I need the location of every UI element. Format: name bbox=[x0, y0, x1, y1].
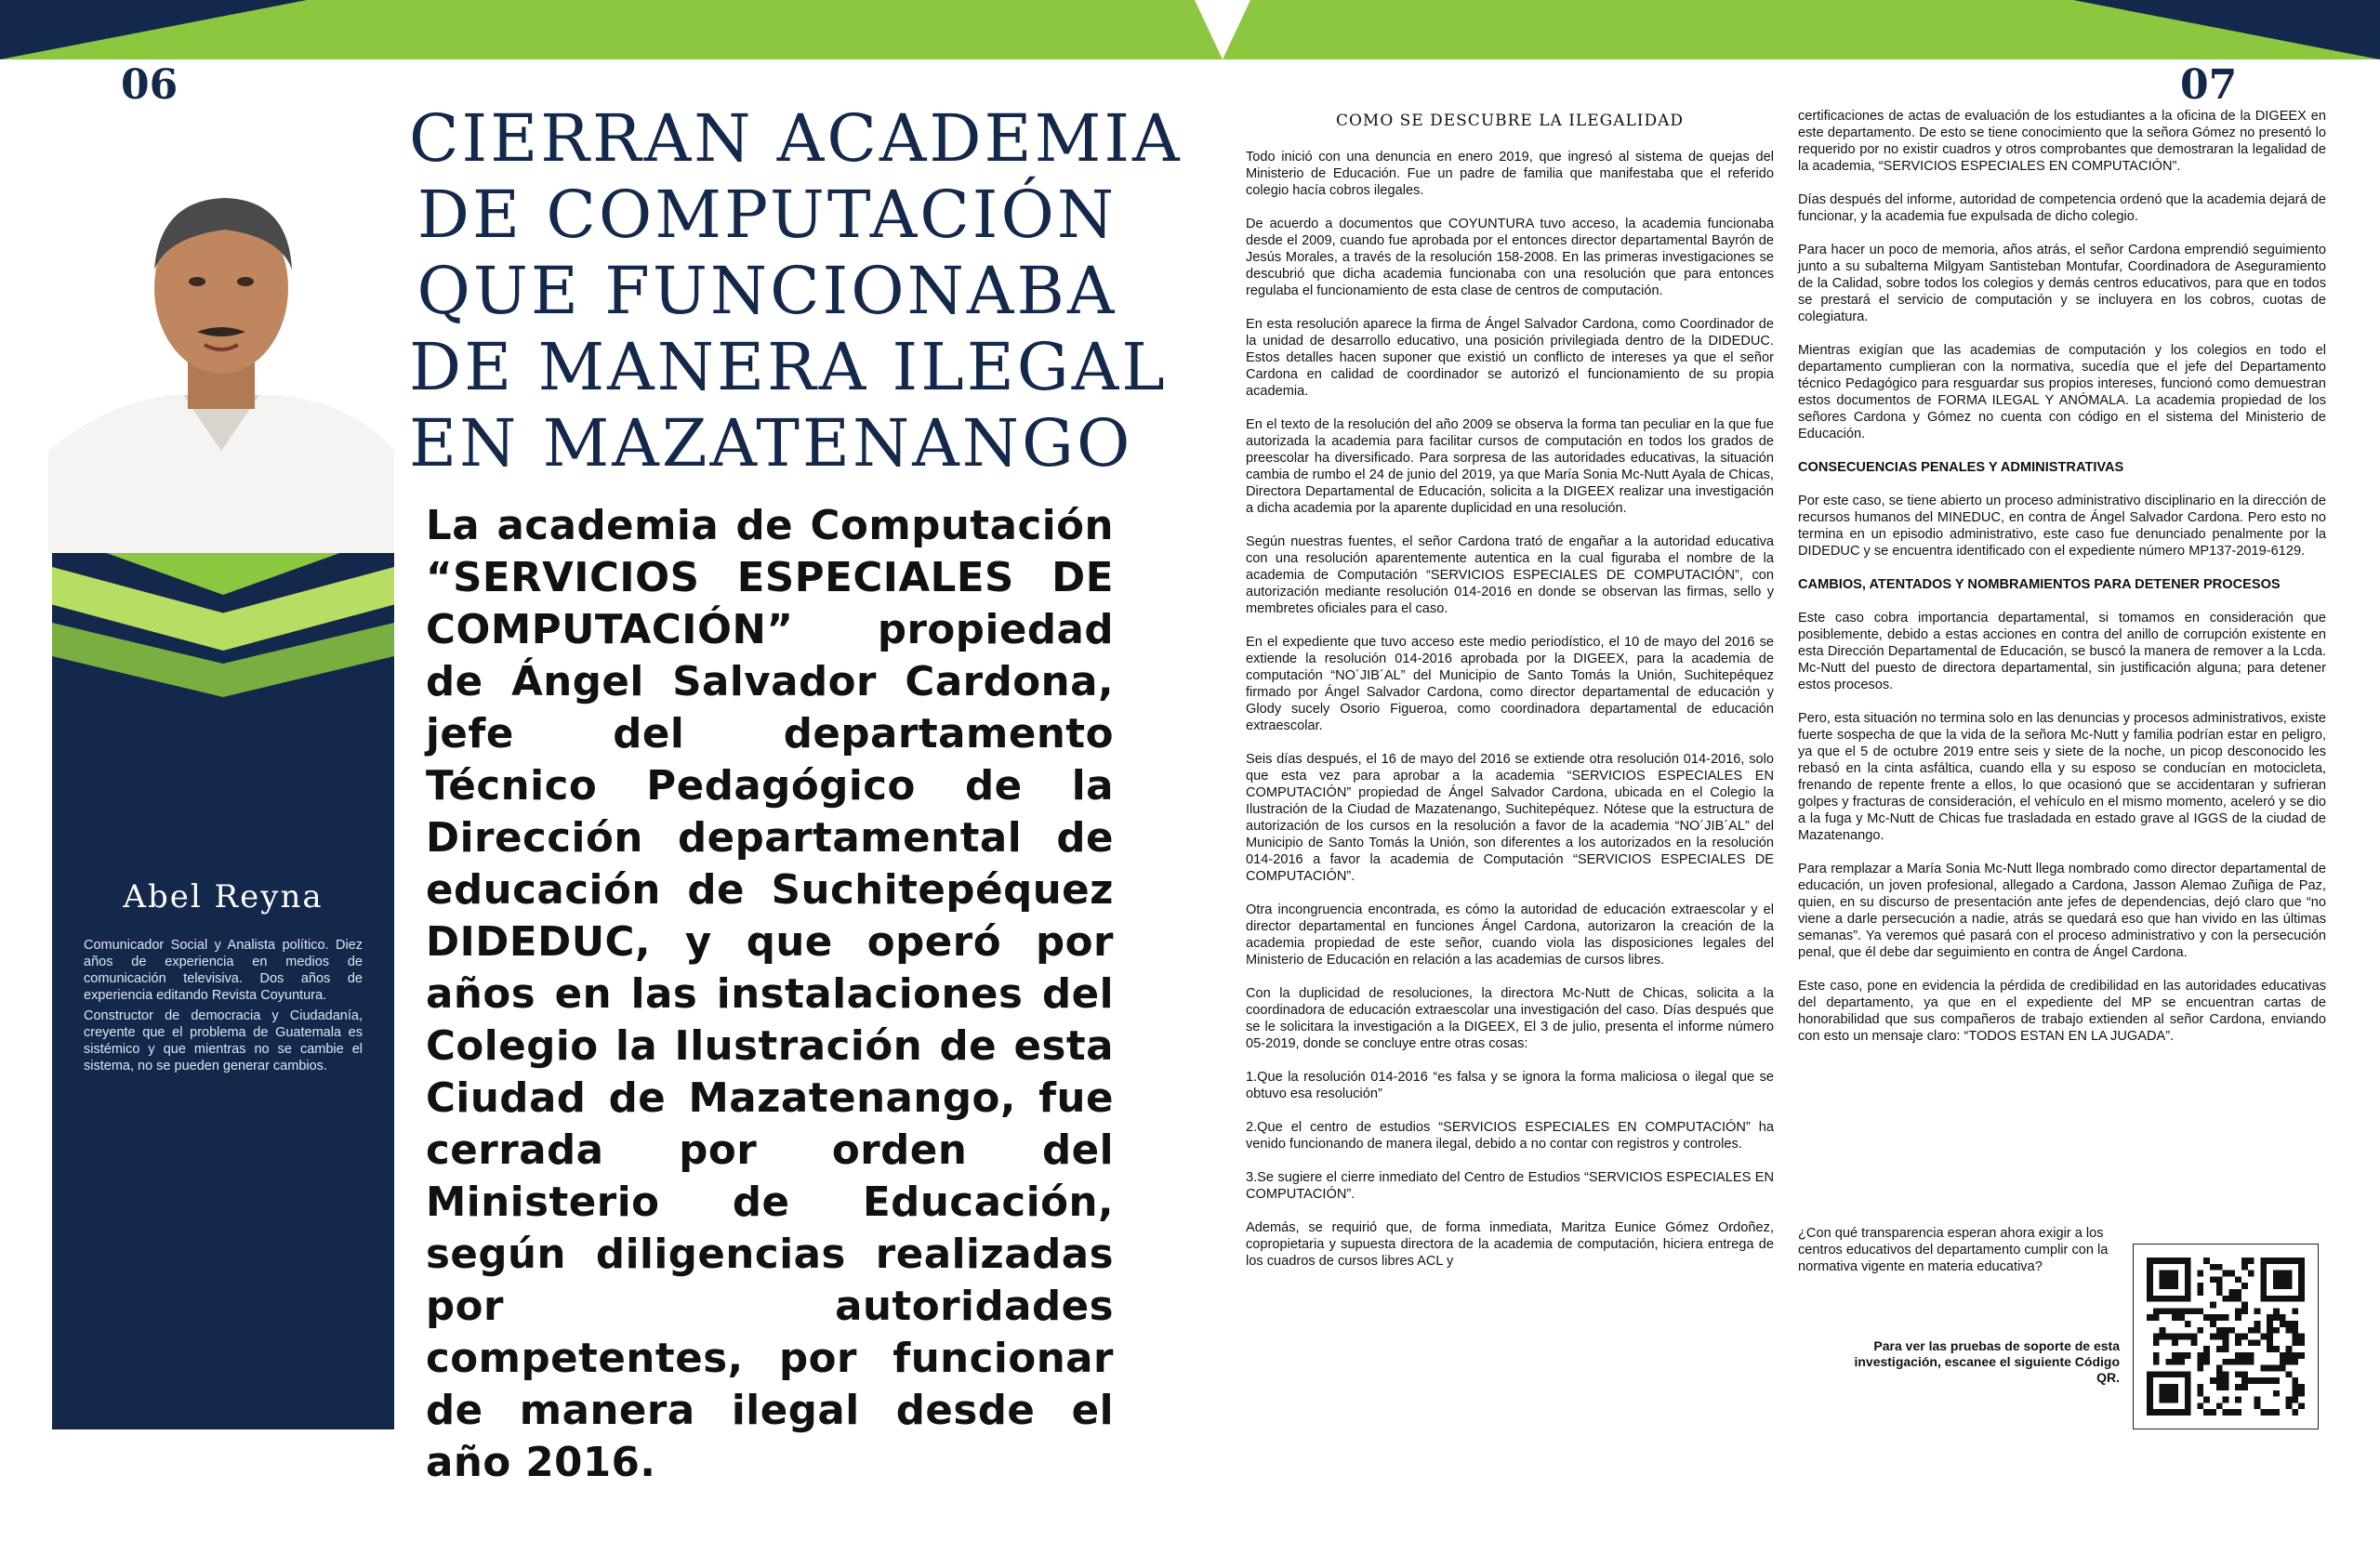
closing-question: ¿Con qué transparencia esperan ahora exigir a los centros educativos del departamento cumplir con la normativa vigente en materia educativa? bbox=[1798, 1226, 2109, 1274]
author-bio-paragraph: Comunicador Social y Analista político. Diez años de experiencia en medios de comunicación televisiva. Dos años de experiencia editando Revista Coyuntura. bbox=[84, 938, 363, 1003]
headline-line: QUE FUNCIONABA bbox=[416, 253, 1117, 329]
banner-navy-left bbox=[0, 0, 307, 59]
article-list-item: 1.Que la resolución 014-2016 “es falsa y se ignora la forma maliciosa o ilegal que se obtuvo esa resolución” bbox=[1246, 1070, 1774, 1101]
article-paragraph: Para remplazar a María Sonia Mc-Nutt llega nombrado como director departamental de educación, un joven profesional, allegado a Cardona, Jasson Alemao Zuñiga de Paz, quien, en su discurso de presentación ante jefes de dependencias, dejó claro que “no viene a darle persecución a nadie, atrás se quedará eso que han vivido en las últimas semanas”. Ya veremos qué pasará con el proceso administrativo y con la persecución penal, que él debe dar seguimiento en contra de Ángel Cardona. bbox=[1798, 862, 2326, 960]
page-number-right: 07 bbox=[2180, 61, 2238, 109]
article-paragraph: Por este caso, se tiene abierto un proceso administrativo disciplinario en la dirección de recursos humanos del MINEDUC, en contra de Ángel Salvador Cardona. Pero esto no termina en un episodio administrativo, este caso fue denunciado penalmente por la DIDEDUC y se encuentra identificado con el expediente número MP137-2019-6129. bbox=[1798, 494, 2326, 559]
qr-code-icon bbox=[2147, 1258, 2305, 1416]
headline-line: DE COMPUTACIÓN bbox=[416, 177, 1117, 253]
article-paragraph: En esta resolución aparece la firma de Ángel Salvador Cardona, como Coordinador de la unidad de desarrollo educativo, una posición privilegiada dentro de la DIDEDUC. Estos detalles hacen suponer que existió un conflicto de intereses ya que el señor Cardona en calidad de coordinador se autorizó el funcionamiento de su propia academia. bbox=[1246, 317, 1774, 399]
article-paragraph: Además, se requirió que, de forma inmediata, Maritza Eunice Gómez Ordoñez, copropietaria y supuesta directora de la academia de computación, hiciera entrega de los cuadros de cursos libres ACL y bbox=[1246, 1220, 1774, 1269]
article-paragraph: En el expediente que tuvo acceso este medio periodístico, el 10 de mayo del 2016 se extiende la resolución 014-2016 aprobada por la DIGEEX, para la academia de computación “NO´JIB´AL” del Municipio de Santo Tomás la Unión, Suchitepéquez firmado por Ángel Salvador Cardona, como director departamental de educación y Glody sucely Osorio Figueroa, como coordinadora departamental de educación extraescolar. bbox=[1246, 635, 1774, 733]
article-paragraph: Todo inició con una denuncia en enero 2019, que ingresó al sistema de quejas del Ministerio de Educación. Fue un padre de familia que manifestaba que el referido colegio hacía cobros ilegales. bbox=[1246, 150, 1774, 198]
article-paragraph: Para hacer un poco de memoria, años atrás, el señor Cardona emprendió seguimiento junto a su subalterna Milgyam Santisteban Montufar, Coordinadora de Aseguramiento de la Calidad, sobre todos los colegios y demás centros educativos, para que en todos se prestará el servicio de computación y se incluyera en los cobros, cuotas de colegiatura. bbox=[1798, 243, 2326, 324]
qr-code[interactable] bbox=[2133, 1244, 2319, 1429]
page-number-left: 06 bbox=[121, 61, 178, 109]
article-paragraph: Este caso cobra importancia departamental, si tomamos en consideración que posiblemente, debido a estas acciones en contra del anillo de corrupción existente en esta Dirección Departamental de Educación, se buscó la manera de remover a la Lcda. Mc-Nutt del puesto de directora departamental, sin justificación alguna; para detener estos procesos. bbox=[1798, 611, 2326, 692]
qr-caption: Para ver las pruebas de soporte de esta investigación, escanee el siguiente Código QR. bbox=[1854, 1338, 2120, 1385]
headline-line: EN MAZATENANGO bbox=[409, 405, 1133, 481]
lead-paragraph: La academia de Computación “SERVICIOS ESPECIALES DE COMPUTACIÓN” propiedad de Ángel Salvador Cardona, jefe del departamento Técnico Pedagógico de la Dirección departamental de educación de Suchitepéquez DIDEDUC, y que operó por años en las instalaciones del Colegio la Ilustración de esta Ciudad de Mazatenango, fue cerrada por orden del Ministerio de Educación, según diligencias realizadas por autoridades competentes, por funcionar de manera ilegal desde el año 2016. bbox=[426, 503, 1114, 1486]
article-paragraph: Otra incongruencia encontrada, es cómo la autoridad de educación extraescolar y el director departamental en funciones Ángel Cardona, autorizaron la creación de la academia propiedad de este señor, cuando viola las disposiciones legales del Ministerio de Educación en relación a las academias de cursos libres. bbox=[1246, 902, 1774, 968]
article-paragraph: Días después del informe, autoridad de competencia ordenó que la academia dejará de funcionar, y la academia fue expulsada de dicho colegio. bbox=[1798, 192, 2326, 224]
author-photo bbox=[48, 172, 394, 553]
author-bio bbox=[84, 937, 363, 1078]
article-column-2 bbox=[1798, 108, 2326, 1061]
article-paragraph: certificaciones de actas de evaluación de los estudiantes a la oficina de la DIGEEX en este departamento. De esto se tiene conocimiento que la señora Gómez no presentó lo requerido por no existir cuadros y otros comprobantes que demostraran la legalidad de la academia, “SERVICIOS ESPECIALES EN COMPUTACIÓN”. bbox=[1798, 109, 2326, 174]
subheading-cambios: CAMBIOS, ATENTADOS Y NOMBRAMIENTOS PARA DETENER PROCESOS bbox=[1798, 577, 2281, 592]
top-banner bbox=[0, 0, 2380, 59]
article-paragraph: Este caso, pone en evidencia la pérdida de credibilidad en las autoridades educativas del departamento, ya que en el expediente del MP se encuentran cartas de honorabilidad que sus compañeros de trabajo extienden al señor Cardona, enviando con esto un mensaje claro: “TODOS ESTAN EN LA JUGADA”. bbox=[1798, 979, 2326, 1044]
article-paragraph: Seis días después, el 16 de mayo del 2016 se extiende otra resolución 014-2016, solo que esta vez para aprobar a la academia “SERVICIOS ESPECIALES EN COMPUTACIÓN” propiedad de Ángel Salvador Cardona, ubicada en el Colegio la Ilustración de la Ciudad de Mazatenango, Suchitepéquez. Nótese que la estructura de autorización de los cursos en la resolución a favor de la academia “NO´JIB´AL” del Municipio de Santo Tomás la Unión, son diferentes a los autorizados en la resolución 014-2016 a favor la academia de Computación “SERVICIOS ESPECIALES DE COMPUTACIÓN”. bbox=[1246, 752, 1774, 884]
article-paragraph: Con la duplicidad de resoluciones, la directora Mc-Nutt de Chicas, solicita a la coordinadora de educación extraescolar una investigación del caso. Días después que se le solicitara la investigación a la DIGEEX, El 3 de julio, presenta el informe número 05-2019, donde se concluye entre otras cosas: bbox=[1246, 986, 1774, 1051]
author-name: Abel Reyna bbox=[123, 878, 324, 915]
author-bio-paragraph: Constructor de democracia y Ciudadanía, creyente que el problema de Guatemala es sistémico y que mientras no se cambie el sistema, no se pueden generar cambios. bbox=[84, 1008, 363, 1073]
article-list-item: 2.Que el centro de estudios “SERVICIOS ESPECIALES EN COMPUTACIÓN” ha venido funcionando de manera ilegal, debido a no contar con registros y controles. bbox=[1246, 1120, 1774, 1152]
section-title: COMO SE DESCUBRE LA ILEGALIDAD bbox=[1335, 112, 1685, 130]
article-column-1 bbox=[1246, 149, 1774, 1286]
article-paragraph: Según nuestras fuentes, el señor Cardona trató de engañar a la autoridad educativa con una resolución aparentemente autentica en la cual figuraba el nombre de la academia de Computación “SERVICIOS ESPECIALES DE COMPUTACIÓN”, con autorización mediante resolución 014-2016 en donde se observan las firmas, sello y membretes oficiales para el caso. bbox=[1246, 534, 1774, 616]
subheading-penal: CONSECUENCIAS PENALES Y ADMINISTRATIVAS bbox=[1798, 460, 2124, 475]
article-list-item: 3.Se sugiere el cierre inmediato del Centro de Estudios “SERVICIOS ESPECIALES EN COMPUTACIÓN”. bbox=[1246, 1170, 1774, 1202]
article-paragraph: De acuerdo a documentos que COYUNTURA tuvo acceso, la academia funcionaba desde el 2009, cuando fue aprobada por el entonces director departamental Bayrón de Jesús Morales, a través de la resolución 158-2008. En las primeras investigaciones se descubrió que dicha academia funcionaba con una resolución que para entonces regulaba el funcionamiento de esta clase de centros de computación. bbox=[1246, 217, 1774, 298]
article-paragraph: Mientras exigían que las academias de computación y los colegios en todo el departamento cumplieran con la normativa, sucedía que el jefe del Departamento técnico Pedagógico para resguardar sus propios intereses, funcionó como demuestran estos documentos de FORMA ILEGAL Y ANÓMALA. La academia propiedad de los señores Cardona y Gómez no cuenta con código en el sistema del Ministerio de Educación. bbox=[1798, 343, 2326, 441]
banner-gutter bbox=[1195, 0, 1250, 59]
headline-line: CIERRAN ACADEMIA bbox=[409, 100, 1183, 177]
article-paragraph: En el texto de la resolución del año 2009 se observa la forma tan peculiar en la que fue autorizada la academia para facilitar cursos de computación en todos los grados de preescolar ha diversificado. Para sorpresa de las autoridades educativas, la situación cambia de rumbo el 24 de junio del 2019, ya que María Sonia Mc-Nutt Ayala de Chicas, Directora Departamental de Educación, solicita a la DIGEEX realizar una investigación a dicha academia por la aparente duplicidad en una resolución. bbox=[1246, 417, 1774, 516]
article-paragraph: Pero, esta situación no termina solo en las denuncias y procesos administrativos, existe fuerte sospecha de que la vida de la señora Mc-Nutt y familia podrían estar en peligro, ya que el 5 de octubre 2019 entre seis y siete de la noche, un picop desconocido les rebasó en la cinta asfáltica, cuando ella y su esposo se conducían en motocicleta, frenando de repente frente a ellos, lo que ocasionó que se accidentaran y sufrieran golpes y fracturas de consideración, el vehículo en el mismo momento, aceleró y se dio a la fuga y Mc-Nutt de Chicas fue trasladada en estado grave al IGGS de la ciudad de Mazatenango. bbox=[1798, 711, 2326, 843]
headline-line: DE MANERA ILEGAL bbox=[409, 329, 1168, 405]
banner-navy-right bbox=[2073, 0, 2380, 59]
headline bbox=[409, 100, 1183, 481]
